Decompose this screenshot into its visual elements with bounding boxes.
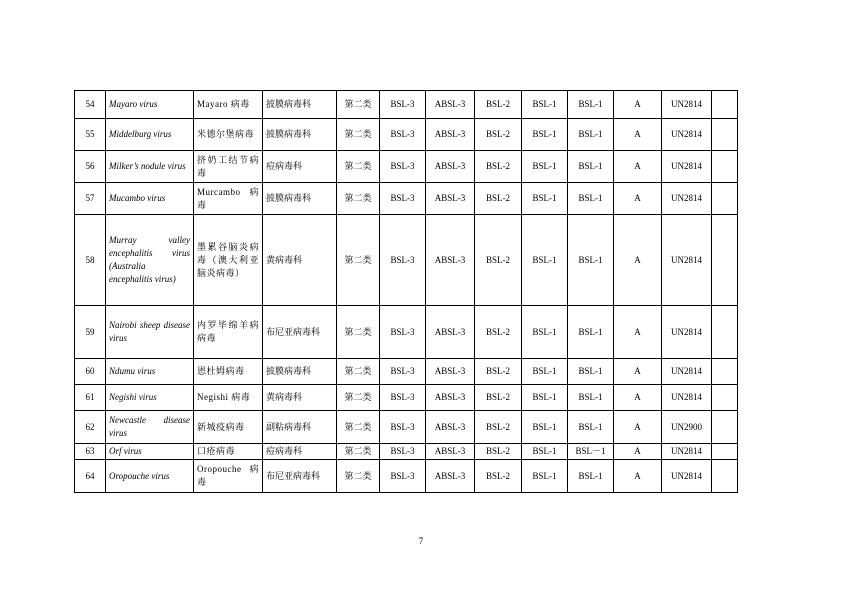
virus-family: 黄病毒科 — [263, 385, 337, 411]
lab-level-2: ABSL-3 — [426, 444, 475, 460]
transport-class: A — [614, 460, 662, 493]
transport-class: A — [614, 444, 662, 460]
row-number: 60 — [75, 359, 106, 385]
transport-class: A — [614, 91, 662, 119]
lab-level-4: BSL-1 — [522, 119, 568, 151]
un-number: UN2814 — [662, 385, 712, 411]
virus-name-en: Murray valley encephalitis virus (Australia encephalitis virus) — [106, 215, 194, 306]
virus-family: 披膜病毒科 — [263, 91, 337, 119]
table-row — [75, 460, 738, 493]
lab-level-2: ABSL-3 — [426, 460, 475, 493]
lab-level-4: BSL-1 — [522, 385, 568, 411]
row-number: 64 — [75, 460, 106, 493]
lab-level-5: BSL-1 — [568, 119, 614, 151]
virus-name-cn: Negishi 病毒 — [194, 385, 263, 411]
lab-level-1: BSL-3 — [380, 119, 426, 151]
virus-family: 痘病毒科 — [263, 444, 337, 460]
notes-cell — [712, 306, 738, 359]
lab-level-3: BSL-2 — [475, 119, 522, 151]
virus-family: 布尼亚病毒科 — [263, 460, 337, 493]
lab-level-3: BSL-2 — [475, 183, 522, 215]
lab-level-3: BSL-2 — [475, 411, 522, 444]
notes-cell — [712, 183, 738, 215]
virus-family: 痘病毒科 — [263, 151, 337, 183]
lab-level-3: BSL-2 — [475, 444, 522, 460]
table-row — [75, 215, 738, 306]
lab-level-5: BSL-1 — [568, 151, 614, 183]
row-number: 55 — [75, 119, 106, 151]
virus-table — [74, 90, 738, 493]
lab-level-4: BSL-1 — [522, 411, 568, 444]
virus-family: 副粘病毒科 — [263, 411, 337, 444]
virus-name-cn: 米德尔堡病毒 — [194, 119, 263, 151]
virus-name-cn: Mayaro 病毒 — [194, 91, 263, 119]
lab-level-5: BSL-1 — [568, 91, 614, 119]
hazard-category: 第二类 — [337, 119, 380, 151]
notes-cell — [712, 359, 738, 385]
lab-level-1: BSL-3 — [380, 306, 426, 359]
lab-level-4: BSL-1 — [522, 460, 568, 493]
transport-class: A — [614, 215, 662, 306]
notes-cell — [712, 215, 738, 306]
lab-level-3: BSL-2 — [475, 385, 522, 411]
lab-level-1: BSL-3 — [380, 385, 426, 411]
transport-class: A — [614, 359, 662, 385]
virus-name-en: Milker’s nodule virus — [106, 151, 194, 183]
virus-name-cn: 恩杜姆病毒 — [194, 359, 263, 385]
lab-level-5: BSL-1 — [568, 411, 614, 444]
table-body — [75, 91, 738, 493]
virus-family: 披膜病毒科 — [263, 359, 337, 385]
lab-level-5: BSL-1 — [568, 460, 614, 493]
transport-class: A — [614, 411, 662, 444]
un-number: UN2814 — [662, 91, 712, 119]
transport-class: A — [614, 385, 662, 411]
lab-level-1: BSL-3 — [380, 460, 426, 493]
lab-level-4: BSL-1 — [522, 91, 568, 119]
virus-name-en: Middelburg virus — [106, 119, 194, 151]
hazard-category: 第二类 — [337, 91, 380, 119]
lab-level-3: BSL-2 — [475, 306, 522, 359]
lab-level-2: ABSL-3 — [426, 91, 475, 119]
lab-level-2: ABSL-3 — [426, 119, 475, 151]
hazard-category: 第二类 — [337, 306, 380, 359]
lab-level-1: BSL-3 — [380, 151, 426, 183]
table-row — [75, 119, 738, 151]
lab-level-3: BSL-2 — [475, 151, 522, 183]
table-row — [75, 411, 738, 444]
lab-level-4: BSL-1 — [522, 215, 568, 306]
notes-cell — [712, 411, 738, 444]
hazard-category: 第二类 — [337, 460, 380, 493]
hazard-category: 第二类 — [337, 151, 380, 183]
un-number: UN2814 — [662, 460, 712, 493]
virus-name-en: Orf virus — [106, 444, 194, 460]
notes-cell — [712, 385, 738, 411]
notes-cell — [712, 151, 738, 183]
lab-level-2: ABSL-3 — [426, 411, 475, 444]
table-row — [75, 91, 738, 119]
un-number: UN2814 — [662, 359, 712, 385]
table-row — [75, 444, 738, 460]
row-number: 56 — [75, 151, 106, 183]
hazard-category: 第二类 — [337, 385, 380, 411]
lab-level-4: BSL-1 — [522, 306, 568, 359]
transport-class: A — [614, 119, 662, 151]
un-number: UN2814 — [662, 183, 712, 215]
virus-name-cn: Murcambo 病毒 — [194, 183, 263, 215]
un-number: UN2814 — [662, 215, 712, 306]
lab-level-1: BSL-3 — [380, 359, 426, 385]
virus-family: 披膜病毒科 — [263, 119, 337, 151]
page-number: 7 — [418, 536, 424, 546]
row-number: 63 — [75, 444, 106, 460]
virus-name-en: Ndumu virus — [106, 359, 194, 385]
lab-level-4: BSL-1 — [522, 183, 568, 215]
lab-level-5: BSL－1 — [568, 444, 614, 460]
lab-level-5: BSL-1 — [568, 215, 614, 306]
table-row — [75, 183, 738, 215]
lab-level-1: BSL-3 — [380, 411, 426, 444]
table-row — [75, 306, 738, 359]
lab-level-1: BSL-3 — [380, 183, 426, 215]
lab-level-1: BSL-3 — [380, 215, 426, 306]
virus-name-cn: Oropouche 病毒 — [194, 460, 263, 493]
hazard-category: 第二类 — [337, 411, 380, 444]
virus-name-en: Nairobi sheep disease virus — [106, 306, 194, 359]
un-number: UN2814 — [662, 151, 712, 183]
notes-cell — [712, 460, 738, 493]
lab-level-3: BSL-2 — [475, 215, 522, 306]
lab-level-2: ABSL-3 — [426, 359, 475, 385]
lab-level-3: BSL-2 — [475, 359, 522, 385]
virus-name-en: Newcastle disease virus — [106, 411, 194, 444]
row-number: 58 — [75, 215, 106, 306]
virus-name-cn: 挤奶工结节病毒 — [194, 151, 263, 183]
row-number: 57 — [75, 183, 106, 215]
hazard-category: 第二类 — [337, 215, 380, 306]
virus-name-en: Negishi virus — [106, 385, 194, 411]
lab-level-5: BSL-1 — [568, 306, 614, 359]
notes-cell — [712, 119, 738, 151]
row-number: 61 — [75, 385, 106, 411]
lab-level-1: BSL-3 — [380, 444, 426, 460]
row-number: 54 — [75, 91, 106, 119]
table-row — [75, 359, 738, 385]
virus-name-en: Mayaro virus — [106, 91, 194, 119]
notes-cell — [712, 91, 738, 119]
hazard-category: 第二类 — [337, 444, 380, 460]
virus-name-cn: 新城疫病毒 — [194, 411, 263, 444]
un-number: UN2814 — [662, 444, 712, 460]
lab-level-2: ABSL-3 — [426, 151, 475, 183]
lab-level-3: BSL-2 — [475, 460, 522, 493]
lab-level-2: ABSL-3 — [426, 183, 475, 215]
lab-level-5: BSL-1 — [568, 385, 614, 411]
hazard-category: 第二类 — [337, 359, 380, 385]
un-number: UN2814 — [662, 306, 712, 359]
un-number: UN2900 — [662, 411, 712, 444]
virus-name-en: Oropouche virus — [106, 460, 194, 493]
notes-cell — [712, 444, 738, 460]
lab-level-3: BSL-2 — [475, 91, 522, 119]
transport-class: A — [614, 306, 662, 359]
row-number: 62 — [75, 411, 106, 444]
lab-level-4: BSL-1 — [522, 444, 568, 460]
row-number: 59 — [75, 306, 106, 359]
lab-level-1: BSL-3 — [380, 91, 426, 119]
transport-class: A — [614, 183, 662, 215]
virus-family: 黄病毒科 — [263, 215, 337, 306]
lab-level-4: BSL-1 — [522, 359, 568, 385]
lab-level-5: BSL-1 — [568, 359, 614, 385]
virus-family: 布尼亚病毒科 — [263, 306, 337, 359]
virus-family: 披膜病毒科 — [263, 183, 337, 215]
virus-name-cn: 内罗毕绵羊病病毒 — [194, 306, 263, 359]
lab-level-2: ABSL-3 — [426, 215, 475, 306]
lab-level-2: ABSL-3 — [426, 306, 475, 359]
lab-level-5: BSL-1 — [568, 183, 614, 215]
hazard-category: 第二类 — [337, 183, 380, 215]
virus-name-cn: 口疮病毒 — [194, 444, 263, 460]
virus-name-en: Mucambo virus — [106, 183, 194, 215]
virus-name-cn: 墨累谷脑炎病毒（澳大利亚脑炎病毒） — [194, 215, 263, 306]
lab-level-4: BSL-1 — [522, 151, 568, 183]
transport-class: A — [614, 151, 662, 183]
un-number: UN2814 — [662, 119, 712, 151]
table-row — [75, 151, 738, 183]
lab-level-2: ABSL-3 — [426, 385, 475, 411]
table-row — [75, 385, 738, 411]
